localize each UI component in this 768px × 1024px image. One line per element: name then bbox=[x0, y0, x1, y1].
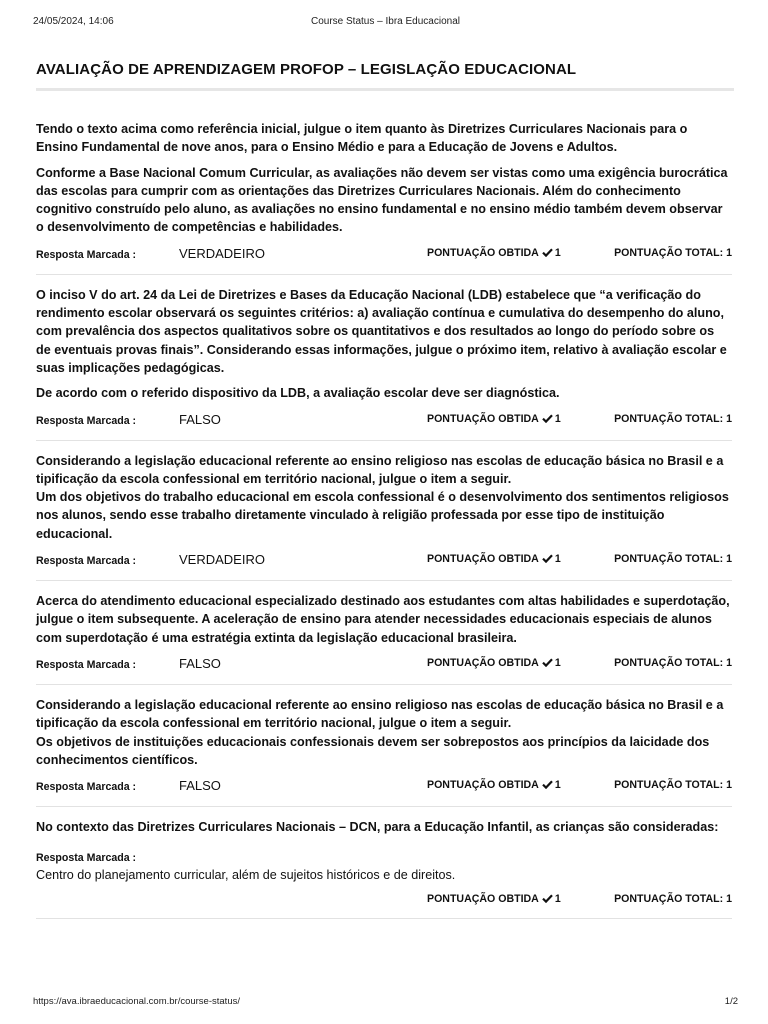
question-text: Considerando a legislação educacional referente ao ensino religioso nas escolas de educação básica no Brasil e a tipificação da escola confessional em território nacional, julgue o item a seguir. Os objetivos de instituições educacionais confessionais devem ser sobrepostos aos princípios da laicidade dos conhecimentos científicos. bbox=[36, 697, 724, 767]
check-icon bbox=[542, 414, 553, 423]
answer-label: Resposta Marcada : bbox=[36, 852, 137, 865]
score-total-label: PONTUAÇÃO TOTAL: bbox=[614, 553, 724, 566]
score-total bbox=[614, 553, 732, 565]
score-obtained bbox=[427, 657, 561, 669]
question-text: No contexto das Diretrizes Curriculares Nacionais – DCN, para a Educação Infantil, as crianças são consideradas: bbox=[36, 820, 719, 835]
answer-value: FALSO bbox=[179, 411, 221, 427]
answer-row bbox=[36, 774, 732, 800]
question-2 bbox=[36, 286, 732, 441]
question-statement: De acordo com o referido dispositivo da LDB, a avaliação escolar deve ser diagnóstica. bbox=[36, 386, 560, 401]
check-icon bbox=[542, 554, 553, 563]
score-total-value: 1 bbox=[726, 412, 732, 425]
answer-row bbox=[36, 242, 732, 268]
score-obtained-value: 1 bbox=[554, 412, 561, 425]
score-obtained-label: PONTUAÇÃO OBTIDA bbox=[427, 779, 539, 792]
print-footer bbox=[33, 996, 738, 1010]
check-icon bbox=[542, 658, 553, 667]
score-obtained-value: 1 bbox=[554, 893, 561, 906]
question-text: O inciso V do art. 24 da Lei de Diretrizes e Bases da Educação Nacional (LDB) estabelece que “a verificação do rendimento escolar observará os seguintes critérios: a) avaliação contínua e cumulativa do desempenho do aluno, com prevalência dos aspectos qualitativos sobre os quantitativos e dos resultados ao longo do período sobre os de eventuais provas finais”. Considerando essas informações, julgue o próximo item, relativo à avaliação escolar e suas implicações pedagógicas. bbox=[36, 287, 727, 375]
score-total-label: PONTUAÇÃO TOTAL: bbox=[614, 246, 724, 259]
questions-list bbox=[36, 120, 732, 930]
question-3 bbox=[36, 452, 732, 581]
score-obtained bbox=[427, 779, 561, 791]
question-statement: Conforme a Base Nacional Comum Curricular, as avaliações não devem ser vistas como uma exigência burocrática das escolas para cumprir com as orientações das Diretrizes Curriculares Nacionais. Além do conhecimento cognitivo construído pelo aluno, as avaliações no ensino fundamental e no ensino médio também devem observar o desenvolvimento de competências e habilidades. bbox=[36, 165, 728, 235]
score-total bbox=[614, 247, 732, 259]
question-6 bbox=[36, 818, 732, 919]
answer-label: Resposta Marcada : bbox=[36, 248, 137, 261]
score-total bbox=[614, 413, 732, 425]
answer-row bbox=[36, 408, 732, 434]
score-total-label: PONTUAÇÃO TOTAL: bbox=[614, 779, 724, 792]
score-total bbox=[614, 779, 732, 791]
score-total-label: PONTUAÇÃO TOTAL: bbox=[614, 412, 724, 425]
score-obtained-label: PONTUAÇÃO OBTIDA bbox=[427, 656, 539, 669]
check-icon bbox=[542, 894, 553, 903]
print-header bbox=[33, 16, 738, 32]
score-total-value: 1 bbox=[726, 246, 732, 259]
answer-value: VERDADEIRO bbox=[179, 552, 265, 568]
check-icon bbox=[542, 780, 553, 789]
question-5 bbox=[36, 696, 732, 807]
score-obtained-value: 1 bbox=[554, 553, 561, 566]
score-total-label: PONTUAÇÃO TOTAL: bbox=[614, 656, 724, 669]
answer-label: Resposta Marcada : bbox=[36, 658, 137, 671]
score-obtained-value: 1 bbox=[554, 779, 561, 792]
answer-value: FALSO bbox=[179, 778, 221, 794]
score-total-value: 1 bbox=[726, 893, 732, 906]
print-url[interactable]: https://ava.ibraeducacional.com.br/course-status/ bbox=[33, 996, 240, 1007]
print-datetime: 24/05/2024, 14:06 bbox=[33, 16, 114, 27]
title-divider bbox=[36, 88, 734, 91]
question-text: Considerando a legislação educacional referente ao ensino religioso nas escolas de educação básica no Brasil e a tipificação da escola confessional em território nacional, julgue o item a seguir. Um dos objetivos do trabalho educacional em escola confessional é o desenvolvimento dos sentimentos religiosos nos alunos, sendo esse trabalho diretamente vinculado à religião professada por esse tipo de instituição educacional. bbox=[36, 453, 729, 541]
answer-value: VERDADEIRO bbox=[179, 245, 265, 261]
score-obtained-value: 1 bbox=[554, 656, 561, 669]
answer-label: Resposta Marcada : bbox=[36, 414, 137, 427]
score-row bbox=[36, 888, 732, 912]
page-title: AVALIAÇÃO DE APRENDIZAGEM PROFOP – LEGISLAÇÃO EDUCACIONAL bbox=[36, 61, 577, 78]
score-total-value: 1 bbox=[726, 656, 732, 669]
score-obtained-label: PONTUAÇÃO OBTIDA bbox=[427, 553, 539, 566]
score-obtained bbox=[427, 247, 561, 259]
score-obtained-label: PONTUAÇÃO OBTIDA bbox=[427, 893, 539, 906]
answer-value: FALSO bbox=[179, 655, 221, 671]
answer-label: Resposta Marcada : bbox=[36, 555, 137, 568]
answer-row bbox=[36, 652, 732, 678]
score-total-value: 1 bbox=[726, 553, 732, 566]
answer-label: Resposta Marcada : bbox=[36, 781, 137, 794]
score-obtained-label: PONTUAÇÃO OBTIDA bbox=[427, 412, 539, 425]
question-1 bbox=[36, 120, 732, 275]
question-text: Tendo o texto acima como referência inicial, julgue o item quanto às Diretrizes Curriculares Nacionais para o Ensino Fundamental de nove anos, para o Ensino Médio e para a Educação de Jovens e Adultos. bbox=[36, 122, 688, 155]
print-page-title: Course Status – Ibra Educacional bbox=[311, 16, 460, 27]
score-obtained bbox=[427, 893, 561, 905]
score-obtained bbox=[427, 413, 561, 425]
page-number: 1/2 bbox=[724, 996, 738, 1007]
question-4 bbox=[36, 592, 732, 685]
answer-row bbox=[36, 548, 732, 574]
score-total bbox=[614, 893, 732, 905]
check-icon bbox=[542, 248, 553, 257]
question-text: Acerca do atendimento educacional especializado destinado aos estudantes com altas habilidades e superdotação, julgue o item subsequente. A aceleração de ensino para atender necessidades educacionais especiais de alunos com superdotação é uma estratégia extinta da legislação educacional brasileira. bbox=[36, 594, 730, 645]
score-total-label: PONTUAÇÃO TOTAL: bbox=[614, 893, 724, 906]
score-total-value: 1 bbox=[726, 779, 732, 792]
score-obtained bbox=[427, 553, 561, 565]
score-total bbox=[614, 657, 732, 669]
score-obtained-value: 1 bbox=[554, 246, 561, 259]
score-obtained-label: PONTUAÇÃO OBTIDA bbox=[427, 246, 539, 259]
answer-value: Centro do planejamento curricular, além de sujeitos históricos e de direitos. bbox=[36, 868, 456, 883]
